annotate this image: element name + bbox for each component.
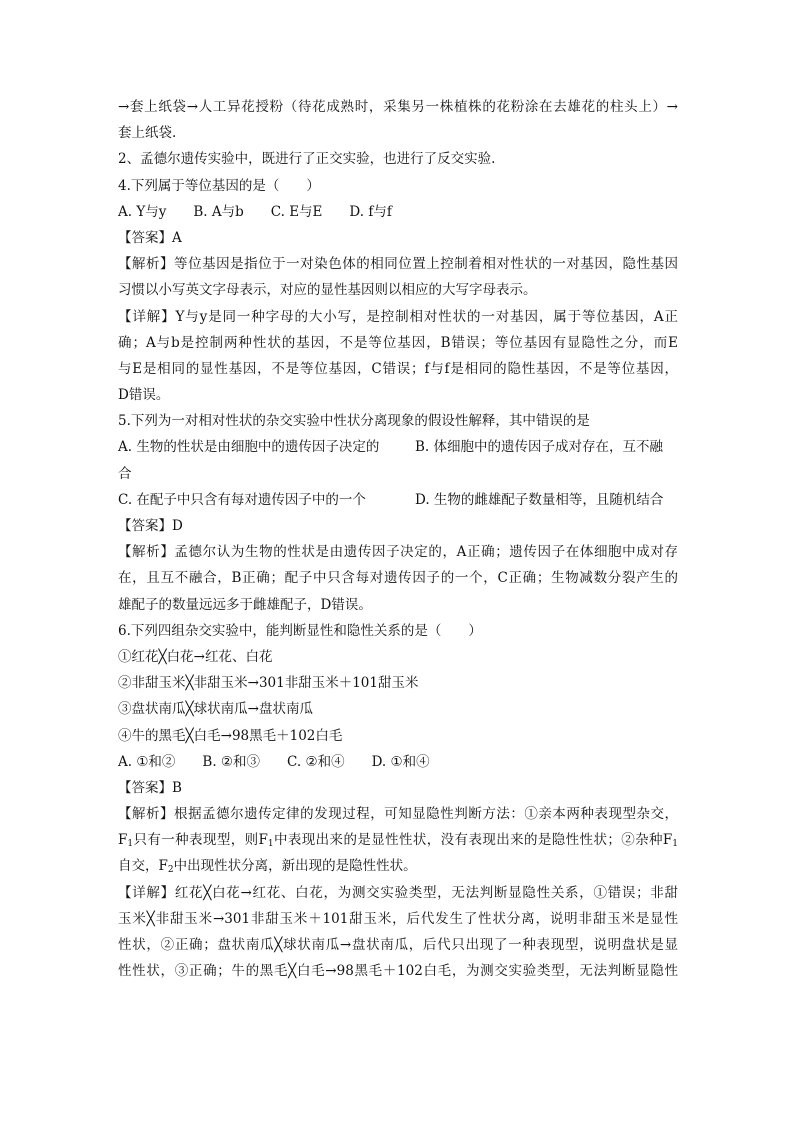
text-line: ①红花╳白花→红花、白花 <box>118 648 273 665</box>
subscript: 1 <box>672 839 678 850</box>
text-line <box>118 853 678 879</box>
text-segment: 中表现出来的是显性性状，没有表现出来的是隐性性状；②杂种F <box>273 832 673 849</box>
text-line: 【详解】Y与y是同一种字母的大小写，是控制相对性状的一对基因，属于等位基因，A正 <box>118 308 678 325</box>
option-left: C. 在配子中只含有每对遗传因子中的一个 <box>118 491 366 508</box>
option-right: D. 生物的雌雄配子数量相等，且随机结合 <box>415 491 664 508</box>
text-line: 5.下列为一对相对性状的杂交实验中性状分离现象的假设性解释，其中错误的是 <box>118 413 590 430</box>
text-line: 【答案】A <box>118 229 182 246</box>
text-segment: 只有一种表现型，则F <box>133 832 268 849</box>
text-line: 6.下列四组杂交实验中，能判断显性和隐性关系的是（ ） <box>118 622 482 639</box>
text-line: 习惯以小写英文字母表示，对应的显性基因则以相应的大写字母表示。 <box>118 282 537 299</box>
text-line: 【答案】D <box>118 518 183 534</box>
text-line: 【解析】根据孟德尔遗传定律的发现过程，可知显隐性判断方法：①亲本两种表现型杂交， <box>118 806 678 823</box>
document-page <box>118 94 678 984</box>
text-line: A. ①和② B. ②和③ C. ②和④ D. ①和④ <box>118 753 430 770</box>
text-line: 【解析】孟德尔认为生物的性状是由遗传因子决定的，A正确；遗传因子在体细胞中成对存 <box>118 544 678 561</box>
option-right: B. 体细胞中的遗传因子成对存在，互不融 <box>415 439 664 456</box>
text-line: 性状，②正确；盘状南瓜╳球状南瓜→盘状南瓜，后代只出现了一种表现型，说明盘状是显 <box>118 937 678 953</box>
text-line: 【详解】红花╳白花→红花、白花，为测交实验类型，无法判断显隐性关系，①错误；非甜 <box>118 884 678 901</box>
subscript: 2 <box>167 865 174 876</box>
text-line: 合 <box>118 465 132 482</box>
text-line: 【解析】等位基因是指位于一对染色体的相同位置上控制着相对性状的一对基因，隐性基因 <box>118 256 678 273</box>
text-segment: 自交，F <box>118 858 168 875</box>
text-line: 性性状，③正确；牛的黑毛╳白毛→98黑毛＋102白毛，为测交实验类型，无法判断显隐性 <box>118 963 678 980</box>
text-line: 在，且互不融合，B正确；配子中只含每对遗传因子的一个，C正确；生物减数分裂产生的 <box>118 570 678 587</box>
text-line: D错误。 <box>118 387 170 404</box>
text-line: ③盘状南瓜╳球状南瓜→盘状南瓜 <box>118 701 313 718</box>
text-line: 2、孟德尔遗传实验中，既进行了正交实验，也进行了反交实验. <box>118 151 496 168</box>
text-segment: F <box>118 832 128 849</box>
text-line: 【答案】B <box>118 779 182 796</box>
text-line <box>118 487 678 513</box>
subscript: 1 <box>127 839 134 850</box>
option-left: A. 生物的性状是由细胞中的遗传因子决定的 <box>118 439 380 456</box>
text-line: A. Y与y B. A与b C. E与E D. f与f <box>118 203 392 220</box>
text-line: →套上纸袋→人工异花授粉（待花成熟时，采集另一株植株的花粉涂在去雄花的柱头上）→ <box>118 99 678 115</box>
text-line: 4.下列属于等位基因的是（ ） <box>118 177 320 194</box>
text-line: ②非甜玉米╳非甜玉米→301非甜玉米＋101甜玉米 <box>118 675 419 692</box>
text-line: 确；A与b是控制两种性状的基因，不是等位基因，B错误；等位基因有显隐性之分，而E <box>118 334 678 351</box>
text-line <box>118 827 678 853</box>
text-line: 套上纸袋. <box>118 125 177 142</box>
text-line: 雄配子的数量远远多于雌雄配子，D错误。 <box>118 596 372 613</box>
text-line: 与E是相同的显性基因，不是等位基因，C错误；f与f是相同的隐性基因，不是等位基因， <box>118 360 678 377</box>
text-line: ④牛的黑毛╳白毛→98黑毛＋102白毛 <box>118 727 343 744</box>
text-line <box>118 434 678 460</box>
text-line: 玉米╳非甜玉米→301非甜玉米＋101甜玉米，后代发生了性状分离，说明非甜玉米是显性 <box>118 910 678 927</box>
text-segment: 中出现性状分离，新出现的是隐性性状。 <box>173 858 417 875</box>
subscript: 1 <box>267 839 274 850</box>
